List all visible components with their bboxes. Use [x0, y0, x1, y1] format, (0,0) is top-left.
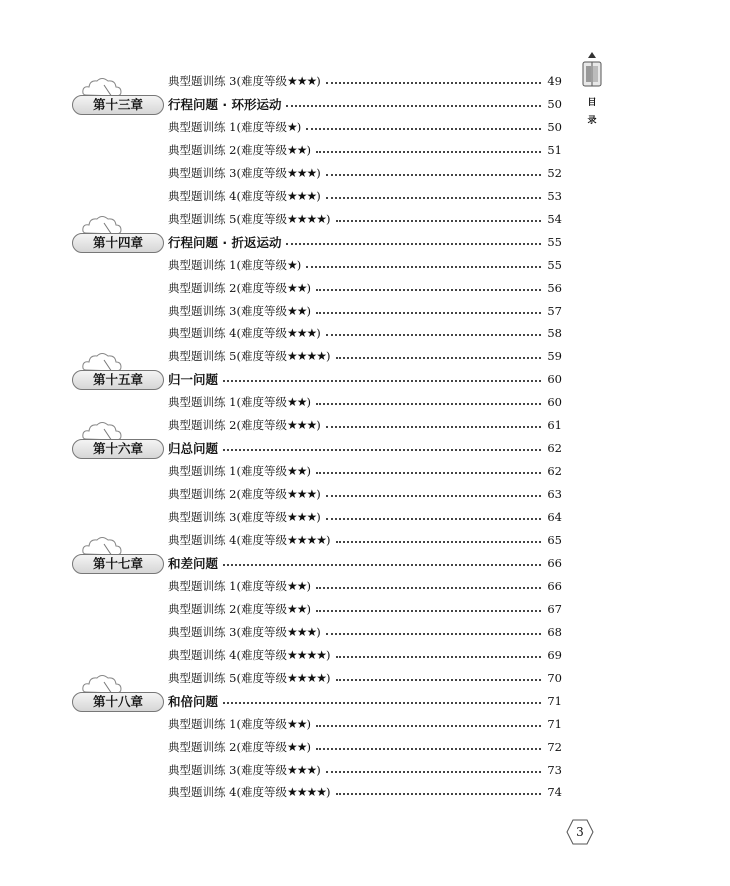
- exercise-row[interactable]: [168, 117, 562, 137]
- exercise-row[interactable]: [168, 484, 562, 504]
- difficulty-stars: ★★: [286, 579, 307, 593]
- chapter-title: 第十七章: [72, 554, 164, 574]
- entry-title: 和倍问题: [168, 694, 219, 709]
- page-number: [566, 818, 594, 846]
- entry-title: 典型题训练 5(难度等级: [168, 212, 287, 226]
- entry-label: [168, 716, 311, 732]
- entry-title: 典型题训练 4(难度等级: [168, 648, 287, 662]
- difficulty-stars: ★★: [286, 464, 307, 478]
- exercise-row[interactable]: [168, 576, 562, 596]
- chapter-title: 第十五章: [72, 370, 164, 390]
- entry-title: 典型题训练 2(难度等级: [168, 740, 287, 754]
- entry-label: [168, 165, 321, 181]
- exercise-row[interactable]: [168, 599, 562, 619]
- entry-label: [168, 647, 331, 663]
- difficulty-stars: ★: [286, 258, 297, 272]
- chapter-badge: [72, 554, 164, 576]
- entry-title: 典型题训练 2(难度等级: [168, 487, 287, 501]
- entry-page: 70: [547, 671, 562, 685]
- chapter-title: 第十四章: [72, 233, 164, 253]
- chapter-row[interactable]: [168, 94, 562, 114]
- entry-title: 典型题训练 1(难度等级: [168, 717, 287, 731]
- entry-page: 66: [547, 579, 562, 593]
- entry-label: [168, 303, 311, 319]
- entry-label: [168, 394, 311, 410]
- chapter-title: 第十八章: [72, 692, 164, 712]
- leader-dots: [336, 783, 542, 795]
- entry-tail: ): [306, 464, 311, 478]
- entry-label: [168, 119, 301, 135]
- entry-title: 典型题训练 1(难度等级: [168, 395, 287, 409]
- difficulty-stars: ★★: [286, 281, 307, 295]
- entry-label: [168, 670, 331, 686]
- entry-label: [168, 578, 311, 594]
- leader-dots: [326, 485, 541, 497]
- entry-title: 典型题训练 2(难度等级: [168, 143, 287, 157]
- difficulty-stars: ★★★: [286, 74, 317, 88]
- exercise-row[interactable]: [168, 209, 562, 229]
- entry-tail: ): [326, 785, 331, 799]
- entry-label: [168, 257, 301, 273]
- entry-label: [168, 762, 321, 778]
- difficulty-stars: ★★★★: [286, 212, 326, 226]
- leader-dots: [326, 187, 541, 199]
- difficulty-stars: ★★★: [286, 166, 317, 180]
- side-tab-label: 目录: [587, 98, 597, 126]
- exercise-row[interactable]: [168, 760, 562, 780]
- leader-dots: [316, 462, 541, 474]
- entry-label: [168, 486, 321, 502]
- entry-page: 63: [547, 487, 562, 501]
- chapter-row[interactable]: [168, 232, 562, 252]
- exercise-row[interactable]: [168, 622, 562, 642]
- entry-page: 49: [547, 74, 562, 88]
- exercise-row[interactable]: [168, 71, 562, 91]
- exercise-row[interactable]: [168, 140, 562, 160]
- entry-title: 行程问题 · 折返运动: [168, 235, 282, 250]
- entry-title: 典型题训练 4(难度等级: [168, 785, 287, 799]
- leader-dots: [316, 600, 541, 612]
- difficulty-stars: ★★: [286, 304, 307, 318]
- chapter-row[interactable]: [168, 438, 562, 458]
- entry-tail: ): [296, 120, 302, 134]
- entry-title: 典型题训练 3(难度等级: [168, 74, 287, 88]
- entry-page: 60: [547, 395, 562, 409]
- entry-page: 69: [547, 648, 562, 662]
- entry-label: [168, 784, 331, 800]
- leader-dots: [326, 416, 541, 428]
- entry-tail: ): [326, 349, 331, 363]
- entry-page: 66: [547, 556, 562, 570]
- entry-label: [168, 739, 311, 755]
- difficulty-stars: ★: [286, 120, 297, 134]
- entry-title: 典型题训练 3(难度等级: [168, 166, 287, 180]
- entry-label: [168, 95, 281, 113]
- entry-page: 59: [547, 349, 562, 363]
- leader-dots: [306, 118, 541, 130]
- difficulty-stars: ★★: [286, 143, 307, 157]
- entry-page: 52: [547, 166, 562, 180]
- chapter-badge: [72, 692, 164, 714]
- entry-label: [168, 554, 218, 572]
- exercise-row[interactable]: [168, 507, 562, 527]
- leader-dots: [316, 577, 541, 589]
- leader-dots: [336, 347, 542, 359]
- entry-page: 64: [547, 510, 562, 524]
- leader-dots: [286, 233, 541, 245]
- entry-page: 61: [547, 418, 562, 432]
- leader-dots: [326, 623, 541, 635]
- entry-label: [168, 601, 311, 617]
- exercise-row[interactable]: [168, 737, 562, 757]
- entry-title: 典型题训练 2(难度等级: [168, 281, 287, 295]
- exercise-row[interactable]: [168, 301, 562, 321]
- entry-title: 和差问题: [168, 556, 219, 571]
- entry-tail: ): [316, 74, 321, 88]
- entry-tail: ): [316, 189, 321, 203]
- chapter-badge: [72, 95, 164, 117]
- entry-page: 57: [547, 304, 562, 318]
- chapter-row[interactable]: [168, 369, 562, 389]
- entry-page: 74: [547, 785, 562, 799]
- entry-tail: ): [306, 395, 311, 409]
- exercise-row[interactable]: [168, 714, 562, 734]
- entry-page: 72: [547, 740, 562, 754]
- entry-title: 典型题训练 5(难度等级: [168, 671, 287, 685]
- entry-title: 典型题训练 3(难度等级: [168, 510, 287, 524]
- leader-dots: [336, 646, 542, 658]
- entry-title: 典型题训练 1(难度等级: [168, 120, 287, 134]
- entry-label: [168, 211, 331, 227]
- entry-page: 56: [547, 281, 562, 295]
- entry-tail: ): [326, 648, 331, 662]
- entry-title: 典型题训练 3(难度等级: [168, 304, 287, 318]
- entry-label: [168, 370, 218, 388]
- chapter-title: 第十六章: [72, 439, 164, 459]
- entry-tail: ): [316, 166, 321, 180]
- leader-dots: [223, 439, 541, 451]
- entry-page: 62: [547, 464, 562, 478]
- exercise-row[interactable]: [168, 392, 562, 412]
- entry-page: 55: [547, 235, 562, 249]
- entry-title: 典型题训练 3(难度等级: [168, 625, 287, 639]
- exercise-row[interactable]: [168, 461, 562, 481]
- difficulty-stars: ★★★★: [286, 533, 326, 547]
- difficulty-stars: ★★★: [286, 625, 317, 639]
- entry-tail: ): [326, 212, 331, 226]
- difficulty-stars: ★★★★: [286, 671, 326, 685]
- difficulty-stars: ★★: [286, 717, 307, 731]
- entry-title: 归一问题: [168, 372, 219, 387]
- chapter-badge: [72, 370, 164, 392]
- chapter-row[interactable]: [168, 691, 562, 711]
- difficulty-stars: ★★★: [286, 189, 317, 203]
- entry-label: [168, 439, 218, 457]
- entry-page: 51: [547, 143, 562, 157]
- entry-page: 58: [547, 326, 562, 340]
- entry-tail: ): [316, 487, 321, 501]
- leader-dots: [326, 508, 541, 520]
- entry-tail: ): [306, 717, 311, 731]
- entry-page: 54: [547, 212, 562, 226]
- leader-dots: [336, 531, 542, 543]
- entry-tail: ): [316, 625, 321, 639]
- entry-title: 典型题训练 1(难度等级: [168, 464, 287, 478]
- entry-tail: ): [316, 510, 321, 524]
- leader-dots: [326, 324, 541, 336]
- chapter-badge: [72, 439, 164, 461]
- entry-tail: ): [306, 602, 311, 616]
- entry-page: 62: [547, 441, 562, 455]
- entry-tail: ): [326, 671, 331, 685]
- leader-dots: [316, 738, 541, 750]
- entry-label: [168, 532, 331, 548]
- entry-tail: ): [326, 533, 331, 547]
- entry-page: 71: [547, 694, 562, 708]
- entry-title: 行程问题 · 环形运动: [168, 97, 282, 112]
- leader-dots: [326, 164, 541, 176]
- chapter-row[interactable]: [168, 553, 562, 573]
- exercise-row[interactable]: [168, 346, 562, 366]
- leader-dots: [316, 393, 541, 405]
- difficulty-stars: ★★★★: [286, 648, 326, 662]
- entry-tail: ): [306, 740, 311, 754]
- entry-label: [168, 463, 311, 479]
- entry-title: 典型题训练 5(难度等级: [168, 349, 287, 363]
- entry-tail: ): [306, 143, 311, 157]
- difficulty-stars: ★★★: [286, 418, 317, 432]
- difficulty-stars: ★★★: [286, 326, 317, 340]
- entry-title: 典型题训练 2(难度等级: [168, 602, 287, 616]
- entry-page: 50: [547, 120, 562, 134]
- exercise-row[interactable]: [168, 163, 562, 183]
- entry-tail: ): [316, 326, 321, 340]
- entry-tail: ): [306, 579, 311, 593]
- entry-page: 60: [547, 372, 562, 386]
- exercise-row[interactable]: [168, 186, 562, 206]
- leader-dots: [223, 370, 541, 382]
- entry-title: 典型题训练 4(难度等级: [168, 189, 287, 203]
- page-number-text: 3: [576, 825, 584, 839]
- entry-label: [168, 417, 321, 433]
- leader-dots: [326, 761, 541, 773]
- entry-label: [168, 233, 281, 251]
- chapter-badge: [72, 233, 164, 255]
- difficulty-stars: ★★★: [286, 510, 317, 524]
- leader-dots: [336, 669, 542, 681]
- entry-title: 典型题训练 3(难度等级: [168, 763, 287, 777]
- exercise-row[interactable]: [168, 530, 562, 550]
- entry-tail: ): [306, 304, 311, 318]
- leader-dots: [316, 279, 541, 291]
- leader-dots: [306, 256, 541, 268]
- leader-dots: [316, 302, 541, 314]
- difficulty-stars: ★★★★: [286, 785, 326, 799]
- exercise-row[interactable]: [168, 278, 562, 298]
- leader-dots: [316, 141, 541, 153]
- entry-label: [168, 325, 321, 341]
- entry-tail: ): [316, 418, 321, 432]
- entry-page: 55: [547, 258, 562, 272]
- entry-page: 67: [547, 602, 562, 616]
- exercise-row[interactable]: [168, 415, 562, 435]
- chapter-title: 第十三章: [72, 95, 164, 115]
- leader-dots: [336, 210, 542, 222]
- entry-page: 73: [547, 763, 562, 777]
- exercise-row[interactable]: [168, 668, 562, 688]
- exercise-row[interactable]: [168, 645, 562, 665]
- entry-title: 归总问题: [168, 441, 219, 456]
- entry-page: 71: [547, 717, 562, 731]
- leader-dots: [326, 72, 541, 84]
- entry-title: 典型题训练 1(难度等级: [168, 579, 287, 593]
- entry-tail: ): [316, 763, 321, 777]
- entry-page: 68: [547, 625, 562, 639]
- entry-page: 53: [547, 189, 562, 203]
- leader-dots: [223, 554, 541, 566]
- difficulty-stars: ★★★★: [286, 349, 326, 363]
- difficulty-stars: ★★★: [286, 763, 317, 777]
- leader-dots: [223, 692, 541, 704]
- difficulty-stars: ★★: [286, 602, 307, 616]
- entry-tail: ): [296, 258, 302, 272]
- entry-title: 典型题训练 2(难度等级: [168, 418, 287, 432]
- entry-label: [168, 692, 218, 710]
- difficulty-stars: ★★★: [286, 487, 317, 501]
- entry-label: [168, 348, 331, 364]
- exercise-row[interactable]: [168, 782, 562, 802]
- entry-label: [168, 142, 311, 158]
- exercise-row[interactable]: [168, 323, 562, 343]
- exercise-row[interactable]: [168, 255, 562, 275]
- leader-dots: [316, 715, 541, 727]
- entry-title: 典型题训练 4(难度等级: [168, 533, 287, 547]
- entry-label: [168, 188, 321, 204]
- leader-dots: [286, 95, 541, 107]
- entry-label: [168, 509, 321, 525]
- difficulty-stars: ★★: [286, 740, 307, 754]
- entry-tail: ): [306, 281, 311, 295]
- entry-label: [168, 624, 321, 640]
- entry-title: 典型题训练 1(难度等级: [168, 258, 287, 272]
- entry-page: 50: [547, 97, 562, 111]
- entry-label: [168, 73, 321, 89]
- difficulty-stars: ★★: [286, 395, 307, 409]
- entry-label: [168, 280, 311, 296]
- entry-title: 典型题训练 4(难度等级: [168, 326, 287, 340]
- entry-page: 65: [547, 533, 562, 547]
